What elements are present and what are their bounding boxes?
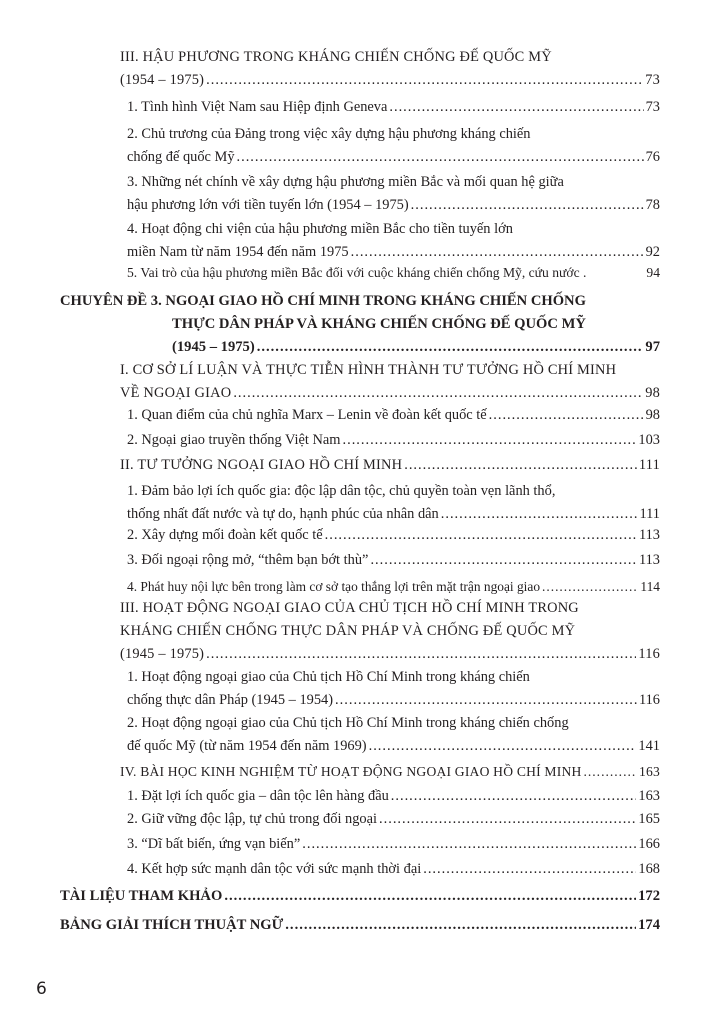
toc-entry-text: 4. Kết hợp sức mạnh dân tộc với sức mạnh thời đại bbox=[127, 861, 422, 877]
dot-leader bbox=[206, 643, 636, 666]
toc-page-number: 163 bbox=[639, 764, 660, 779]
toc-page-number: 111 bbox=[639, 506, 660, 523]
toc-subsection-entry[interactable] bbox=[127, 261, 660, 284]
toc-entry-text: 5. Vai trò của hậu phương miền Bắc đối với cuộc kháng chiến chống Mỹ, cứu nước . bbox=[127, 265, 587, 280]
toc-chapter-entry[interactable] bbox=[60, 914, 660, 937]
toc-entry-text: KHÁNG CHIẾN CHỐNG THỰC DÂN PHÁP VÀ CHỐNG ĐẾ QUỐC MỸ bbox=[120, 623, 576, 640]
toc-subsection-entry[interactable] bbox=[127, 808, 660, 831]
toc-entry-text: 1. Tình hình Việt Nam sau Hiệp định Geneva bbox=[127, 99, 388, 115]
toc-subsection-entry[interactable] bbox=[127, 833, 660, 856]
toc-page-number: 97 bbox=[645, 339, 660, 356]
toc-entry-text: 3. Những nét chính về xây dựng hậu phương miền Bắc và mối quan hệ giữa bbox=[127, 174, 564, 190]
toc-entry-text: hậu phương lớn với tiền tuyến lớn (1954 – 1975) bbox=[127, 197, 409, 214]
toc-entry-text: miền Nam từ năm 1954 đến năm 1975 bbox=[127, 244, 349, 261]
toc-entry-text: 2. Xây dựng mối đoàn kết quốc tế bbox=[127, 527, 323, 543]
toc-subsection-entry[interactable] bbox=[127, 123, 660, 169]
toc-subsection-entry[interactable] bbox=[127, 785, 660, 808]
toc-entry-text: 1. Đảm bảo lợi ích quốc gia: độc lập dân tộc, chủ quyền toàn vẹn lãnh thổ, bbox=[127, 483, 556, 499]
toc-subsection-entry[interactable] bbox=[127, 96, 660, 119]
dot-leader bbox=[343, 429, 637, 452]
toc-page-number: 98 bbox=[645, 407, 660, 423]
toc-subsection-entry[interactable] bbox=[127, 480, 660, 526]
toc-entry-text: 1. Đặt lợi ích quốc gia – dân tộc lên hàng đầu bbox=[127, 788, 389, 804]
toc-entry-text: 2. Hoạt động ngoại giao của Chủ tịch Hồ Chí Minh trong kháng chiến chống bbox=[127, 715, 569, 731]
toc-chapter-entry[interactable] bbox=[60, 885, 660, 908]
toc-entry-text: I. CƠ SỞ LÍ LUẬN VÀ THỰC TIỄN HÌNH THÀNH TƯ TƯỞNG HỒ CHÍ MINH bbox=[120, 362, 617, 378]
toc-section-entry[interactable] bbox=[120, 597, 660, 667]
dot-leader bbox=[257, 336, 644, 359]
dot-leader bbox=[441, 503, 638, 526]
toc-page-number: 98 bbox=[645, 385, 660, 402]
toc-page-number: 114 bbox=[640, 579, 660, 594]
toc-page-number: 116 bbox=[638, 646, 660, 663]
dot-leader bbox=[391, 785, 637, 808]
toc-entry-text: chống đế quốc Mỹ bbox=[127, 149, 235, 166]
dot-leader bbox=[411, 194, 644, 217]
dot-leader bbox=[583, 760, 637, 783]
toc-subsection-entry[interactable] bbox=[127, 218, 660, 264]
toc-entry-text: 4. Hoạt động chi viện của hậu phương miền Bắc cho tiền tuyến lớn bbox=[127, 221, 513, 237]
toc-chapter-entry[interactable] bbox=[60, 290, 660, 360]
page-number: 6 bbox=[36, 979, 47, 999]
dot-leader bbox=[369, 735, 637, 758]
toc-page-number: 163 bbox=[638, 788, 660, 804]
toc-subsection-entry[interactable] bbox=[127, 549, 660, 572]
toc-entry-text: IV. BÀI HỌC KINH NGHIỆM TỪ HOẠT ĐỘNG NGOẠI GIAO HỒ CHÍ MINH bbox=[120, 764, 582, 779]
dot-leader bbox=[206, 69, 643, 92]
toc-entry-text: CHUYÊN ĐỀ 3. NGOẠI GIAO HỒ CHÍ MINH TRONG KHÁNG CHIẾN CHỐNG bbox=[60, 293, 586, 309]
dot-leader bbox=[423, 858, 636, 881]
toc-section-entry[interactable] bbox=[120, 46, 660, 92]
toc-page-number: 76 bbox=[645, 149, 660, 166]
toc-entry-text: 1. Hoạt động ngoại giao của Chủ tịch Hồ Chí Minh trong kháng chiến bbox=[127, 669, 530, 685]
dot-leader bbox=[302, 833, 636, 856]
toc-entry-text: 4. Phát huy nội lực bên trong làm cơ sở tạo thắng lợi trên mặt trận ngoại giao bbox=[127, 579, 541, 594]
dot-leader bbox=[489, 404, 644, 427]
toc-page-number: 166 bbox=[638, 836, 660, 852]
toc-entry-text: chống thực dân Pháp (1945 – 1954) bbox=[127, 692, 334, 709]
toc-entry-text: (1945 – 1975) bbox=[172, 339, 255, 356]
toc-entry-text: BẢNG GIẢI THÍCH THUẬT NGỮ bbox=[60, 917, 284, 933]
toc-subsection-entry[interactable] bbox=[127, 666, 660, 712]
dot-leader bbox=[389, 96, 643, 119]
toc-section-entry[interactable] bbox=[120, 359, 660, 405]
toc-entry-text: 2. Chủ trương của Đảng trong việc xây dựng hậu phương kháng chiến bbox=[127, 126, 531, 142]
toc-page-number: 141 bbox=[638, 738, 660, 755]
dot-leader bbox=[325, 524, 637, 547]
dot-leader bbox=[335, 689, 637, 712]
toc-page-number: 113 bbox=[638, 527, 660, 543]
dot-leader bbox=[285, 914, 636, 937]
toc-page-number: 165 bbox=[638, 811, 660, 827]
toc-page-number: 73 bbox=[645, 99, 660, 115]
toc-entry-text: VỀ NGOẠI GIAO bbox=[120, 385, 232, 402]
toc-page-number: 116 bbox=[638, 692, 660, 709]
toc-entry-text: (1945 – 1975) bbox=[120, 646, 205, 663]
toc-entry-text: III. HẬU PHƯƠNG TRONG KHÁNG CHIẾN CHỐNG ĐẾ QUỐC MỸ bbox=[120, 49, 552, 65]
toc-entry-text: II. TƯ TƯỞNG NGOẠI GIAO HỒ CHÍ MINH bbox=[120, 457, 403, 473]
toc-page-number: 73 bbox=[645, 72, 660, 89]
dot-leader bbox=[233, 382, 643, 405]
toc-entry-text: (1954 – 1975) bbox=[120, 72, 205, 89]
toc-entry-text: THỰC DÂN PHÁP VÀ KHÁNG CHIẾN CHỐNG ĐẾ QUỐC MỸ bbox=[172, 316, 586, 333]
dot-leader bbox=[542, 575, 638, 598]
toc-entry-text: thống nhất đất nước và tự do, hạnh phúc của nhân dân bbox=[127, 506, 439, 523]
toc-page-number: 103 bbox=[638, 432, 660, 448]
toc-entry-text: 2. Giữ vững độc lập, tự chủ trong đối ngoại bbox=[127, 811, 378, 827]
toc-page-number: 172 bbox=[638, 888, 660, 904]
toc-subsection-entry[interactable] bbox=[127, 858, 660, 881]
toc-entry-text: 2. Ngoại giao truyền thống Việt Nam bbox=[127, 432, 341, 448]
toc-page-number: 111 bbox=[638, 457, 660, 473]
toc-subsection-entry[interactable] bbox=[127, 429, 660, 452]
toc-subsection-entry[interactable] bbox=[127, 171, 660, 217]
toc-page-number: 92 bbox=[645, 244, 660, 261]
toc-page-number: 78 bbox=[645, 197, 660, 214]
dot-leader bbox=[224, 885, 636, 908]
dot-leader bbox=[379, 808, 636, 831]
toc-page-number: 94 bbox=[646, 265, 660, 280]
toc-page-number: 174 bbox=[638, 917, 660, 933]
toc-entry-text: 3. Đối ngoại rộng mở, “thêm bạn bớt thù” bbox=[127, 552, 369, 568]
toc-section-entry[interactable] bbox=[120, 760, 660, 783]
toc-section-entry[interactable] bbox=[120, 454, 660, 477]
toc-subsection-entry[interactable] bbox=[127, 575, 660, 598]
toc-page-number: 168 bbox=[638, 861, 660, 877]
dot-leader bbox=[370, 549, 637, 572]
toc-subsection-entry[interactable] bbox=[127, 524, 660, 547]
toc-entry-text: 3. “Dĩ bất biến, ứng vạn biến” bbox=[127, 836, 301, 852]
toc-entry-text: III. HOẠT ĐỘNG NGOẠI GIAO CỦA CHỦ TỊCH HỒ CHÍ MINH TRONG bbox=[120, 600, 579, 616]
toc-entry-text: TÀI LIỆU THAM KHẢO bbox=[60, 888, 223, 904]
toc-entry-text: 1. Quan điểm của chủ nghĩa Marx – Lenin về đoàn kết quốc tế bbox=[127, 407, 487, 423]
toc-entry-text: đế quốc Mỹ (từ năm 1954 đến năm 1969) bbox=[127, 738, 367, 755]
toc-subsection-entry[interactable] bbox=[127, 404, 660, 427]
toc-page-number: 113 bbox=[638, 552, 660, 568]
dot-leader bbox=[404, 454, 637, 477]
toc-subsection-entry[interactable] bbox=[127, 712, 660, 758]
dot-leader bbox=[237, 146, 644, 169]
